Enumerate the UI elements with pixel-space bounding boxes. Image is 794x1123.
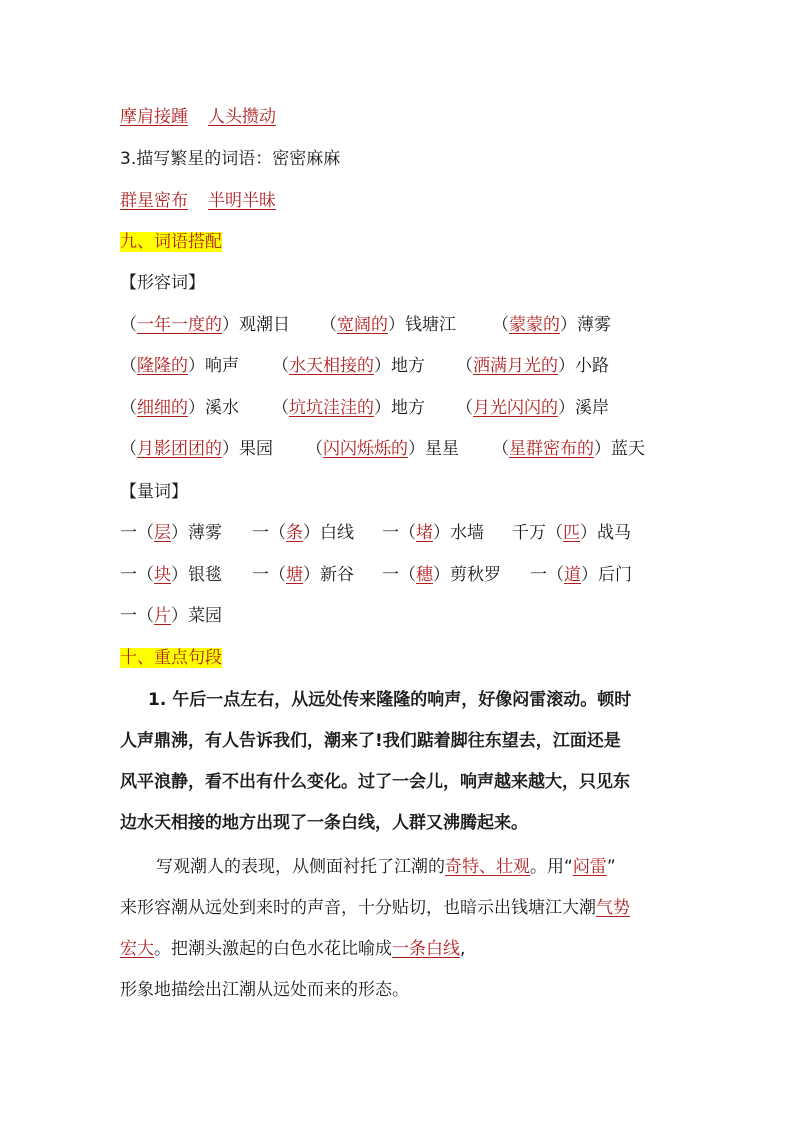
example-word: 密密麻麻: [272, 149, 341, 169]
adjective-row-4: [120, 438, 680, 462]
section-10-heading: [120, 647, 222, 669]
adj-item: （宽阔的）钱塘江: [320, 315, 456, 335]
analysis-line: 宏大。把潮头激起的白色水花比喻成一条白线,: [120, 939, 466, 959]
adj-item: （水天相接的）地方: [272, 356, 425, 376]
measure-item: 一（堵）水墙: [382, 523, 484, 543]
measure-item: 一（条）白线: [252, 523, 354, 543]
adj-item: （一年一度的）观潮日: [120, 315, 290, 335]
analysis-line: 写观潮人的表现，从侧面衬托了江潮的奇特、壮观。用“闷雷”: [156, 857, 616, 877]
adjective-row-2: [120, 355, 680, 379]
measure-item: 一（穗）剪秋罗: [382, 565, 501, 585]
adj-item: （闪闪烁烁的）星星: [306, 439, 459, 459]
measure-item: 千万（匹）战马: [512, 523, 631, 543]
word-crowd-2: 人头攒动: [208, 107, 276, 127]
adj-item: （细细的）溪水: [120, 398, 239, 418]
section-9-heading: [120, 231, 222, 253]
adj-item: （月影团团的）果园: [120, 439, 273, 459]
adjective-heading: 【形容词】: [120, 273, 205, 293]
adj-item: （蒙蒙的）薄雾: [492, 315, 611, 335]
star-words: [120, 190, 276, 212]
analysis-line: 来形容潮从远处到来时的声音，十分贴切，也暗示出钱塘江大潮气势: [120, 898, 630, 918]
word-crowd-1: 摩肩接踵: [120, 107, 188, 127]
analysis-line: 形象地描绘出江潮从远处而来的形态。: [120, 980, 409, 1000]
measure-item: 一（层）薄雾: [120, 523, 222, 543]
adj-item: （洒满月光的）小路: [456, 356, 609, 376]
section-10-title: 十、重点句段: [120, 648, 222, 668]
measure-row-3: [120, 605, 680, 629]
measure-item: 一（块）银毯: [120, 565, 222, 585]
analysis-text: [120, 847, 680, 1011]
word-star-2: 半明半昧: [208, 191, 276, 211]
key-passage: [120, 680, 680, 844]
adj-item: （月光闪闪的）溪岸: [456, 398, 609, 418]
adjective-row-1: [120, 314, 680, 338]
adjective-row-3: [120, 397, 680, 421]
section-9-title: 九、词语搭配: [120, 232, 222, 252]
question-label: 3.描写繁星的词语：: [120, 149, 273, 169]
measure-item: 一（塘）新谷: [252, 565, 354, 585]
adj-item: （坑坑洼洼的）地方: [272, 398, 425, 418]
adj-item: （星群密布的）蓝天: [492, 439, 645, 459]
word-star-1: 群星密布: [120, 191, 188, 211]
passage-line: 1. 午后一点左右，从远处传来隆隆的响声，好像闷雷滚动。顿时: [148, 690, 632, 710]
measure-item: 一（片）菜园: [120, 606, 222, 626]
question-stars: [120, 148, 340, 170]
adj-item: （隆隆的）响声: [120, 356, 239, 376]
measure-row-2: [120, 564, 680, 588]
measure-row-1: [120, 522, 680, 546]
passage-line: 人声鼎沸，有人告诉我们，潮来了!我们踮着脚往东望去，江面还是: [120, 731, 621, 751]
crowd-words: [120, 106, 276, 128]
measure-heading: 【量词】: [120, 482, 188, 502]
passage-line: 边水天相接的地方出现了一条白线，人群又沸腾起来。: [120, 813, 528, 833]
passage-line: 风平浪静，看不出有什么变化。过了一会儿，响声越来越大，只见东: [120, 772, 630, 792]
measure-item: 一（道）后门: [530, 565, 632, 585]
